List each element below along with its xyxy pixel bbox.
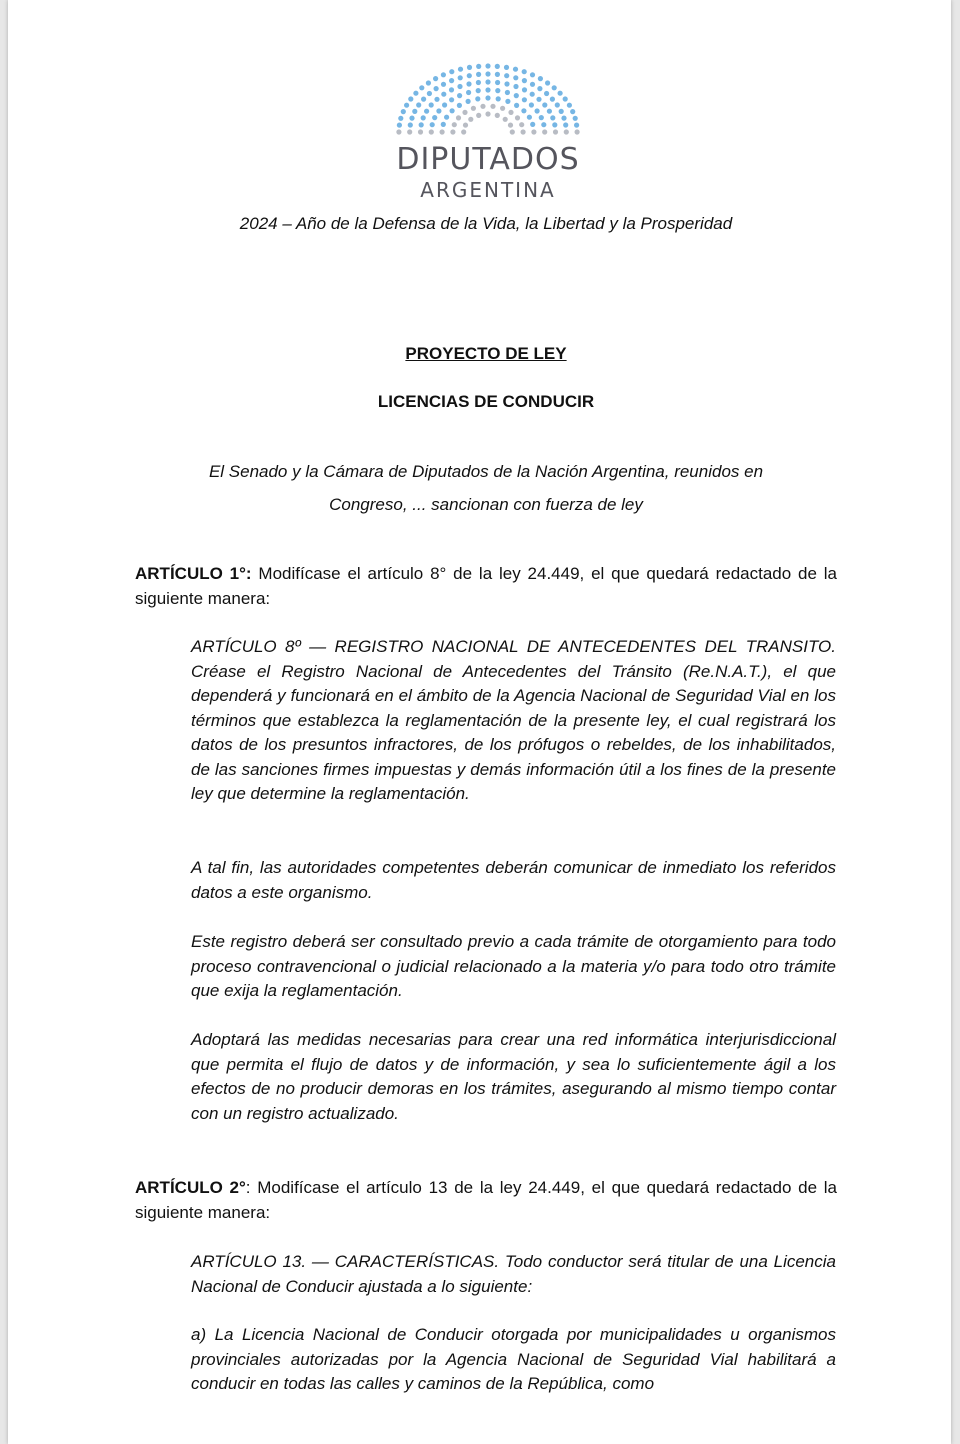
- logo-dot: [480, 104, 485, 109]
- logo-dot: [495, 72, 500, 77]
- logo-dot: [434, 86, 439, 91]
- logo-dot: [547, 109, 552, 114]
- logo-dot: [421, 115, 426, 120]
- logo-dot: [495, 88, 500, 93]
- logo-dot: [574, 123, 579, 128]
- logo-dot: [450, 129, 455, 134]
- logo-dot: [563, 122, 568, 127]
- logo-dot: [432, 115, 437, 120]
- logo-dot: [457, 93, 462, 98]
- logo-dot: [466, 90, 471, 95]
- logo-dot: [563, 96, 568, 101]
- logo-dot: [561, 116, 566, 121]
- article-1-label: ARTÍCULO 1°:: [135, 564, 252, 583]
- logo-dot: [471, 106, 476, 111]
- logo-dot: [490, 104, 495, 109]
- logo-dot: [514, 103, 519, 108]
- logo-dot: [530, 122, 535, 127]
- logo-dot: [521, 108, 526, 113]
- article-2-label: ARTÍCULO 2°: [135, 1178, 246, 1197]
- logo-dot: [508, 110, 513, 115]
- logo-dot: [537, 86, 542, 91]
- logo-dot: [555, 102, 560, 107]
- logo-dot: [408, 96, 413, 101]
- logo-dot: [529, 102, 534, 107]
- logo-dot: [449, 97, 454, 102]
- logo-dot: [407, 129, 412, 134]
- preamble-line-1: El Senado y la Cámara de Diputados de la Nación Argentina, reunidos en: [208, 462, 764, 481]
- logo-dot: [522, 69, 527, 74]
- logo-dot: [413, 91, 418, 96]
- logo-dot: [430, 122, 435, 127]
- article-1-quote-paragraph-2: A tal fin, las autoridades competentes deberán comunicar de inmediato los referidos datos a este organismo.: [191, 858, 836, 902]
- logo-dot: [457, 84, 462, 89]
- document-page: [8, 0, 951, 1444]
- logo-dot: [508, 123, 513, 128]
- logo-dot: [466, 81, 471, 86]
- logo-dot: [505, 90, 510, 95]
- logo-dot: [514, 93, 519, 98]
- logo-dot: [495, 113, 500, 118]
- logo-dot: [539, 115, 544, 120]
- logo-dot: [550, 97, 555, 102]
- logo-dot: [442, 102, 447, 107]
- logo-dot: [412, 109, 417, 114]
- logo-dot: [504, 65, 509, 70]
- logo-dot: [441, 82, 446, 87]
- diputados-argentina-logo: [368, 58, 608, 208]
- logo-dot: [536, 97, 541, 102]
- hemicycle-dots-icon: [368, 58, 608, 138]
- logo-dot: [476, 72, 481, 77]
- logo-dot: [519, 122, 524, 127]
- logo-dot: [450, 108, 455, 113]
- logo-dot: [467, 65, 472, 70]
- logo-dot: [418, 129, 423, 134]
- logo-dot: [564, 129, 569, 134]
- logo-dot: [530, 92, 535, 97]
- logo-dot: [476, 113, 481, 118]
- logo-dot: [461, 129, 466, 134]
- logo-dot: [513, 67, 518, 72]
- logo-dot: [504, 81, 509, 86]
- logo-dot: [510, 129, 515, 134]
- logo-dot: [456, 115, 461, 120]
- logo-dot: [466, 99, 471, 104]
- logo-dot: [485, 71, 490, 76]
- logo-dot: [457, 103, 462, 108]
- logo-dot: [429, 129, 434, 134]
- logo-dot: [521, 129, 526, 134]
- logo-dot: [503, 117, 508, 122]
- logo-dot: [449, 69, 454, 74]
- logo-dot: [496, 96, 501, 101]
- logo-dot: [419, 122, 424, 127]
- logo-dot: [527, 115, 532, 120]
- logo-dot: [522, 97, 527, 102]
- logo-dot: [462, 110, 467, 115]
- logo-dot: [440, 129, 445, 134]
- logo-dot: [458, 67, 463, 72]
- logo-dot: [500, 106, 505, 111]
- logo-dot: [513, 75, 518, 80]
- logo-dot: [458, 75, 463, 80]
- logo-dot: [444, 115, 449, 120]
- article-1-text: Modifícase el artículo 8° de la ley 24.449, el que quedará redactado de la siguiente manera:: [135, 564, 837, 608]
- logo-dot: [542, 102, 547, 107]
- logo-dot: [544, 91, 549, 96]
- article-1-quote-paragraph-3: Este registro deberá ser consultado previo a cada trámite de otorgamiento para todo proceso contravencional o judicial relacionado a la materia y/o para todo otro trámite que exija la reglamentación.: [191, 932, 836, 1000]
- logo-dot: [495, 80, 500, 85]
- logo-country: ARGENTINA: [420, 178, 556, 202]
- logo-dot: [575, 129, 580, 134]
- logo-dot: [513, 84, 518, 89]
- logo-dot: [404, 103, 409, 108]
- logo-dot: [401, 109, 406, 114]
- preamble-line-2: Congreso, ... sancionan con fuerza de ley: [329, 495, 643, 514]
- logo-dot: [504, 73, 509, 78]
- logo-dot: [426, 80, 431, 85]
- year-motto: 2024 – Año de la Defensa de la Vida, la Libertad y la Prosperidad: [239, 214, 733, 233]
- article-2-quote-paragraph-2: a) La Licencia Nacional de Conducir otorgada por municipalidades u organismos provinciales autorizadas por la Agencia Nacional de Seguridad Vial habilitará a conducir en todas las calles y caminos de la República, como: [191, 1325, 836, 1393]
- logo-dot: [476, 88, 481, 93]
- article-2-text: : Modifícase el artículo 13 de la ley 24.449, el que quedará redactado de la siguiente manera:: [135, 1178, 837, 1222]
- logo-dot: [535, 108, 540, 113]
- logo-dot: [552, 122, 557, 127]
- logo-dot: [522, 78, 527, 83]
- logo-dot: [427, 91, 432, 96]
- logo-dot: [531, 129, 536, 134]
- logo-dot: [449, 87, 454, 92]
- logo-dot: [468, 117, 473, 122]
- logo-dot: [436, 108, 441, 113]
- logo-dot: [441, 92, 446, 97]
- logo-dot: [538, 76, 543, 81]
- logo-dot: [550, 115, 555, 120]
- logo-dot: [452, 122, 457, 127]
- logo-dot: [433, 76, 438, 81]
- logo-dot: [441, 122, 446, 127]
- document-title: PROYECTO DE LEY: [405, 344, 567, 363]
- logo-dot: [398, 116, 403, 121]
- logo-dot: [408, 122, 413, 127]
- logo-name: DIPUTADOS: [396, 142, 580, 177]
- logo-dot: [467, 73, 472, 78]
- logo-dot: [553, 129, 558, 134]
- logo-dot: [542, 129, 547, 134]
- document-subtitle: LICENCIAS DE CONDUCIR: [377, 392, 595, 411]
- logo-dot: [441, 72, 446, 77]
- logo-dot: [485, 87, 490, 92]
- logo-dot: [485, 95, 490, 100]
- logo-dot: [545, 80, 550, 85]
- article-1-quote-paragraph-4: Adoptará las medidas necesarias para crear una red informática interjurisdiccional que permita el flujo de datos y de información, y sea lo suficientemente ágil a los efectos de no producir demoras en los trámites, asegurando al mismo tiempo contar con un registro actualizado.: [191, 1030, 836, 1123]
- article-2-intro: [135, 1176, 837, 1225]
- logo-dot: [552, 85, 557, 90]
- logo-dot: [495, 64, 500, 69]
- article-1-quote-paragraph-1: ARTÍCULO 8º — REGISTRO NACIONAL DE ANTECEDENTES DEL TRANSITO. Créase el Registro Nacional de Antecedentes del Tránsito (Re.N.A.T.), el que dependerá y funcionará en el ámbito de la Agencia Nacional de Seguridad Vial en los términos que establezca la reglamentación de la presente ley, el cual registrará los datos de los presuntos infractores, de los prófugos o rebeldes, de los inhabilitados, de las sanciones firmes impuestas y demás información útil a los fines de la presente ley que determine la reglamentación.: [191, 637, 836, 803]
- logo-dot: [421, 97, 426, 102]
- logo-dot: [530, 72, 535, 77]
- logo-dot: [463, 123, 468, 128]
- logo-dot: [522, 87, 527, 92]
- logo-dot: [485, 111, 490, 116]
- logo-dot: [558, 91, 563, 96]
- logo-dot: [573, 116, 578, 121]
- logo-dot: [397, 123, 402, 128]
- logo-dot: [416, 102, 421, 107]
- logo-dot: [476, 80, 481, 85]
- logo-dot: [409, 116, 414, 121]
- logo-dot: [485, 63, 490, 68]
- logo-dot: [429, 102, 434, 107]
- logo-dot: [505, 99, 510, 104]
- logo-dot: [396, 129, 401, 134]
- logo-dot: [559, 109, 564, 114]
- logo-dot: [434, 97, 439, 102]
- logo-dot: [449, 78, 454, 83]
- article-2-quote-paragraph-1: ARTÍCULO 13. — CARACTERÍSTICAS. Todo conductor será titular de una Licencia Nacional de Conducir ajustada a lo siguiente:: [191, 1252, 836, 1296]
- logo-dot: [476, 64, 481, 69]
- logo-dot: [530, 82, 535, 87]
- logo-dot: [485, 79, 490, 84]
- logo-dot: [570, 109, 575, 114]
- logo-dot: [567, 103, 572, 108]
- logo-dot: [541, 122, 546, 127]
- logo-dot: [475, 96, 480, 101]
- logo-dot: [419, 85, 424, 90]
- article-1-intro: [135, 562, 837, 611]
- logo-dot: [515, 115, 520, 120]
- logo-dot: [424, 109, 429, 114]
- preamble: [128, 455, 844, 521]
